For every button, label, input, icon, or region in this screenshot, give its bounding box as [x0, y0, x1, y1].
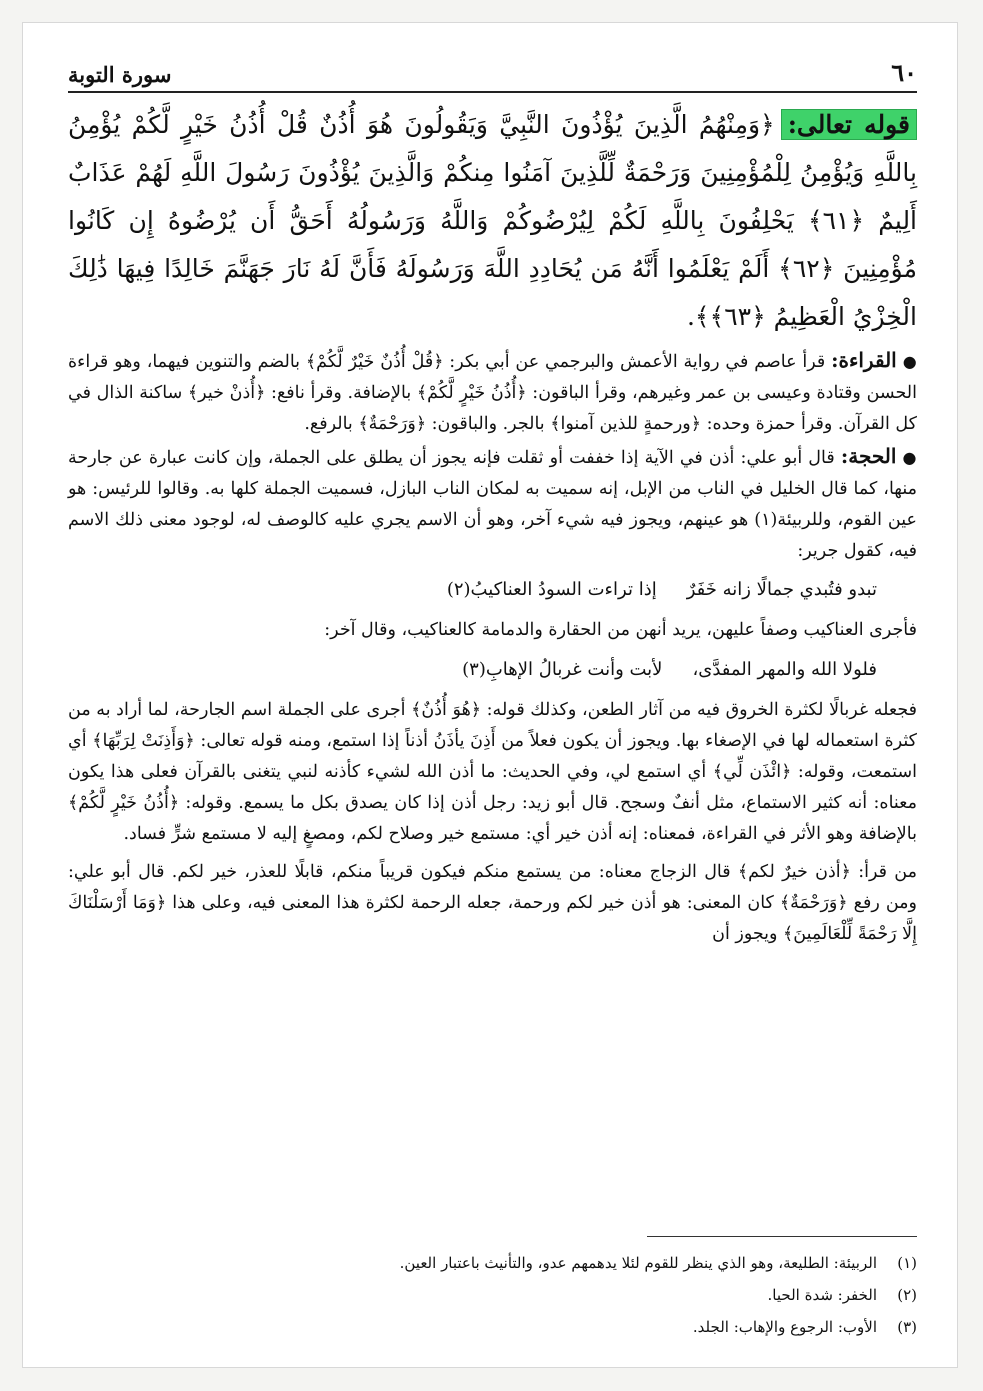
hujja-text: قال أبو علي: أذن في الآية إذا خففت أو ثقلت فإنه يجوز أن يطلق على الجملة، وإن كانت عبارة عن جارحة منها، كما قال الخليل في الناب من الإبل، إنه سميت به لمكان الناب البازل، فسميت الجملة كلها به. وقالوا للرئيس: هو عين القوم، وللربيئة(١) هو عينهم، ويجوز فيه شيء آخر، وهو أن الاسم يجري عليه كالوصف له، لوجود معنى ذلك الاسم فيه، كقول جرير:: [68, 447, 917, 562]
page-header: [68, 41, 917, 93]
qiraa-text: قرأ عاصم في رواية الأعمش والبرجمي عن أبي بكر: ﴿قُلْ أُذُنٌ خَيْرٌ لَّكُمْ﴾ بالضم والتنوين فيهما، وهو قراءة الحسن وقتادة وعيسى بن عمر وغيرهم، وقرأ الباقون: ﴿أُذُنُ خَيْرٍ لَّكُمْ﴾ بالإضافة. وقرأ نافع: ﴿أُذنْ خير﴾ ساكنة الذال في كل القرآن. وقرأ حمزة وحده: ﴿ورحمةٍ للذين آمنوا﴾ بالجر. والباقون: ﴿وَرَحْمَةٌ﴾ بالرفع.: [68, 352, 917, 435]
verse-label: قوله تعالى:: [781, 109, 917, 140]
paragraph-3: فجعله غربالًا لكثرة الخروق فيه من آثار الطعن، وكذلك قوله: ﴿هُوَ أُذُنٌ﴾ أجرى على الجملة اسم الجارحة، لما أراد به من كثرة استعماله لها في الإصغاء بها. ويجوز أن يكون فعلاً من أَذِنَ يأذَنُ أذناً إذا استمع، ومنه قوله تعالى: ﴿وَأَذِنَتْ لِرَبِّهَا﴾ أي استمعت، وقوله: ﴿ائْذَن لِّي﴾ أي استمع لي، وفي الحديث: ما أذن الله لشيء كأذنه لنبي يتغنى بالقرآن فعلى هذا يكون معناه: أنه كثير الاستماع، مثل أنفٌ وسجح. قال أبو زيد: رجل أذن إذا كان يصدق بكل ما يسمع. وقوله: ﴿أُذُنُ خَيْرٍ لَّكُمْ﴾ بالإضافة وهو الأثر في القراءة، فمعناه: إنه أذن خير أي: مستمع خير وصلاح لكم، ومصغٍ إليه لا مستمع شرٍّ فساد.: [68, 699, 917, 845]
footnote-text: الأوب: الرجوع والإهاب: الجلد.: [692, 1318, 877, 1336]
poem-verse-1: [68, 571, 877, 609]
footnote-number: (٢): [897, 1286, 917, 1304]
surah-name: سورة التوبة: [68, 62, 172, 87]
footnote-text: الربيئة: الطليعة، وهو الذي ينظر للقوم لئلا يدهمهم عدو، والتأنيث باعتبار العين.: [399, 1254, 877, 1272]
paragraph-2: فأجرى العناكيب وصفاً عليهن، يريد أنهن من الحقارة والدمامة كالعناكيب، وقال آخر:: [324, 620, 917, 641]
footnotes: [68, 1236, 917, 1343]
bullet-icon: ●: [902, 352, 917, 371]
qiraa-paragraph: [68, 345, 917, 441]
poem-2-hemistich-1: فلولا الله والمهر المفدَّى،: [692, 658, 877, 680]
qiraa-term: القراءة:: [831, 348, 897, 372]
footnote-item: [68, 1311, 917, 1343]
bullet-icon: ●: [902, 447, 917, 467]
poem-1-hemistich-2: إذا تراءت السودُ العناكيبُ(٢): [446, 579, 657, 601]
footnote-text: الخفر: شدة الحيا.: [767, 1286, 877, 1304]
verse-text: ﴿وَمِنْهُمُ الَّذِينَ يُؤْذُونَ النَّبِيَّ وَيَقُولُونَ هُوَ أُذُنٌ قُلْ أُذُنُ خَيْرٍ لَّكُمْ يُؤْمِنُ بِاللَّهِ وَيُؤْمِنُ لِلْمُؤْمِنِينَ وَرَحْمَةٌ لِّلَّذِينَ آمَنُوا مِنكُمْ وَالَّذِينَ يُؤْذُونَ رَسُولَ اللَّهِ لَهُمْ عَذَابٌ أَلِيمٌ ﴿٦١﴾ يَحْلِفُونَ بِاللَّهِ لَكُمْ لِيُرْضُوكُمْ وَاللَّهُ وَرَسُولُهُ أَحَقُّ أَن يُرْضُوهُ إِن كَانُوا مُؤْمِنِينَ ﴿٦٢﴾ أَلَمْ يَعْلَمُوا أَنَّهُ مَن يُحَادِدِ اللَّهَ وَرَسُولَهُ فَأَنَّ لَهُ نَارَ جَهَنَّمَ خَالِدًا فِيهَا ذَٰلِكَ الْخِزْيُ الْعَظِيمُ ﴿٦٣﴾﴾.: [68, 110, 918, 331]
footnote-item: [68, 1247, 917, 1279]
verse-block: [68, 101, 917, 341]
document-page: [22, 22, 958, 1368]
footnote-number: (١): [897, 1254, 917, 1272]
poem-1-hemistich-1: تبدو فتُبدي جمالًا زانه خَفَرٌ: [686, 579, 877, 601]
paragraph-4: من قرأ: ﴿أذن خيرٌ لكم﴾ قال الزجاج معناه: من يستمع منكم فيكون قريباً منكم، قابلًا للعذر، خير لكم. قال أبو علي: ومن رفع ﴿وَرَحْمَةٌ﴾ كان المعنى: هو أذن خير لكم ورحمة، جعله الرحمة لكثرة هذا المعنى فيه، وعلى هذا ﴿وَمَا أَرْسَلْنَاكَ إِلَّا رَحْمَةً لِّلْعَالَمِينَ﴾ ويجوز أن: [68, 861, 917, 945]
hujja-paragraph: [68, 441, 917, 568]
hujja-term: الحجة:: [840, 443, 897, 468]
footnote-number: (٣): [897, 1318, 917, 1336]
footnote-divider: [647, 1236, 917, 1237]
poem-verse-2: [68, 651, 877, 689]
footnote-item: [68, 1279, 917, 1311]
poem-2-hemistich-2: لأبت وأنت غربالُ الإهابِ(٣): [462, 658, 663, 680]
page-number: ٦٠: [891, 58, 917, 87]
page-content: [68, 41, 917, 1347]
